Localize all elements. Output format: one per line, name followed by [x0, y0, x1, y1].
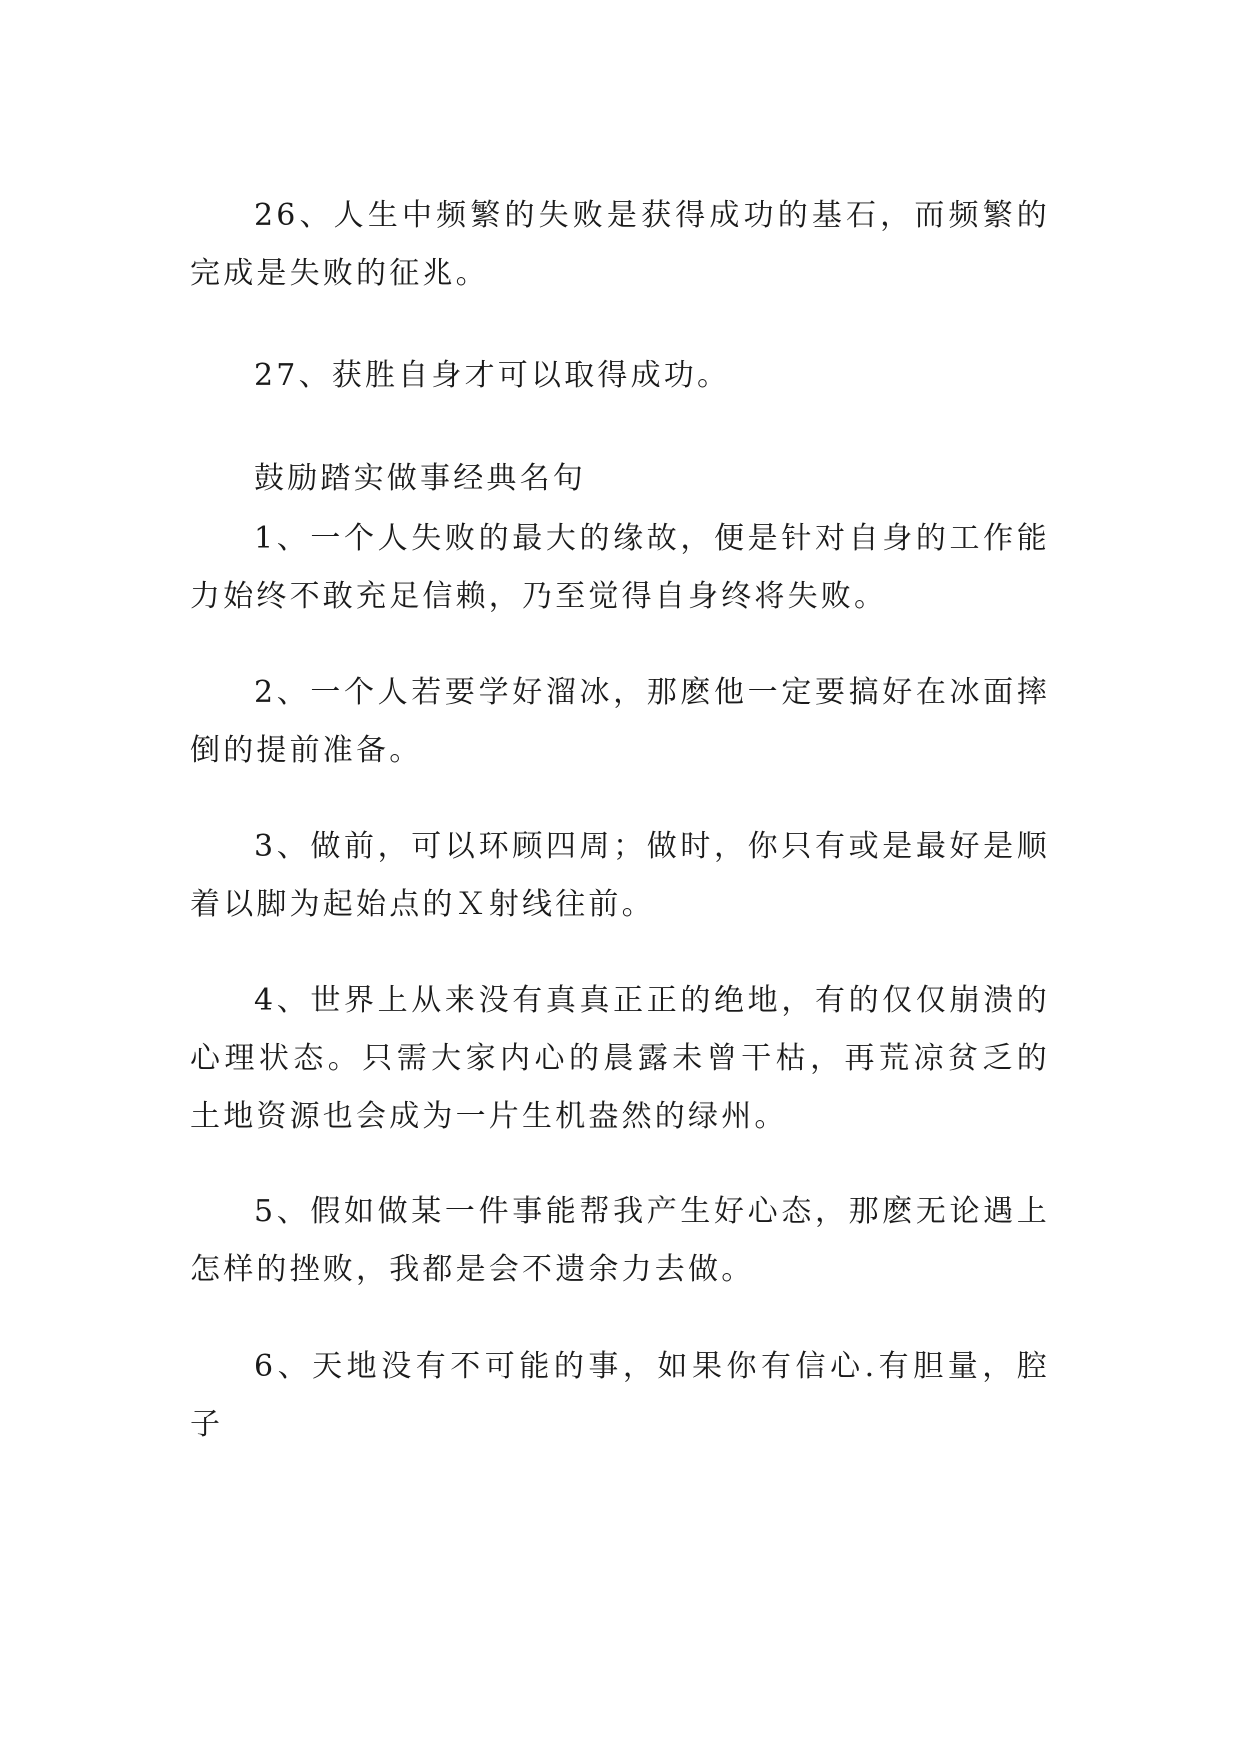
section-heading: 鼓励踏实做事经典名句	[254, 461, 586, 496]
quote-4: 4、世界上从来没有真真正正的绝地，有的仅仅崩溃的心理状态。只需大家内心的晨露未曾干枯，再荒凉贫乏的土地资源也会成为一片生机盎然的绿州。	[190, 983, 1050, 1134]
quote-26: 26、人生中频繁的失败是获得成功的基石，而频繁的完成是失败的征兆。	[190, 198, 1050, 291]
quote-3: 3、做前，可以环顾四周；做时，你只有或是最好是顺着以脚为起始点的Ｘ射线往前。	[190, 829, 1050, 922]
quote-1: 1、一个人失败的最大的缘故，便是针对自身的工作能力始终不敢充足信赖，乃至觉得自身终将失败。	[190, 521, 1050, 614]
quote-5: 5、假如做某一件事能帮我产生好心态，那麽无论遇上怎样的挫败，我都是会不遗余力去做。	[190, 1194, 1050, 1287]
quote-6: 6、天地没有不可能的事，如果你有信心.有胆量，腔子	[190, 1349, 1050, 1442]
quote-27: 27、获胜自身才可以取得成功。	[254, 358, 731, 393]
quote-2: 2、一个人若要学好溜冰，那麽他一定要搞好在冰面摔倒的提前准备。	[190, 675, 1050, 768]
